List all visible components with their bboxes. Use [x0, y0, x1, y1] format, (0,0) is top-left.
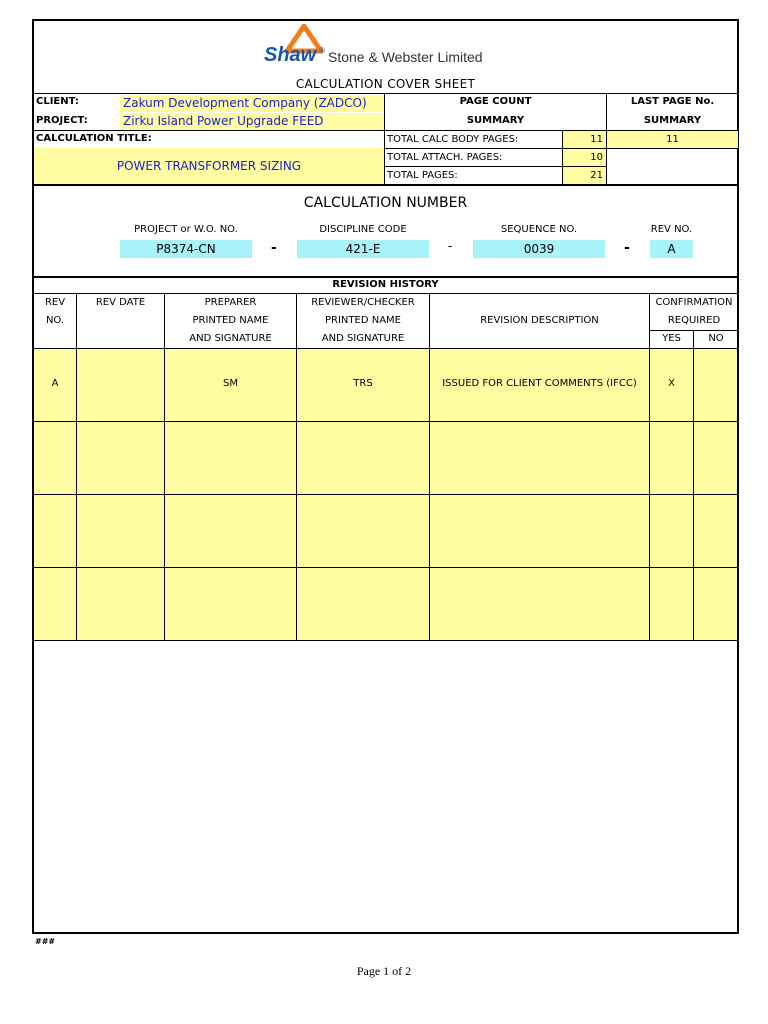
rev-no-label: REV NO. — [650, 224, 693, 235]
attach-pages-label: TOTAL ATTACH. PAGES: — [387, 152, 503, 163]
row1-preparer: SM — [223, 378, 238, 389]
col-header-reviewer-sig: AND SIGNATURE — [321, 333, 405, 344]
attach-pages-value: 10 — [563, 149, 606, 166]
col-header-preparer: PREPARER — [204, 297, 257, 308]
calc-dash-1: - — [271, 240, 277, 256]
page-count-subheader: SUMMARY — [466, 115, 525, 126]
total-pages-value: 21 — [563, 167, 606, 184]
calc-title-label: CALCULATION TITLE: — [36, 133, 152, 144]
total-pages-label: TOTAL PAGES: — [387, 170, 458, 181]
calc-title-value: POWER TRANSFORMER SIZING — [116, 159, 302, 173]
discipline-code-value: 421-E — [297, 240, 429, 258]
col-header-reviewer: REVIEWER/CHECKER — [311, 297, 415, 308]
col-header-rev-no: NO. — [45, 315, 65, 326]
page-count-header: PAGE COUNT — [459, 96, 532, 107]
client-value: Zakum Development Company (ZADCO) — [120, 95, 384, 112]
logo-company: Stone & Webster Limited — [328, 49, 483, 65]
sequence-no-label: SEQUENCE NO. — [500, 224, 578, 235]
calc-dash-3: - — [624, 240, 630, 256]
col-header-yes: YES — [662, 333, 681, 344]
row1-yes: X — [668, 378, 675, 389]
last-page-subheader: SUMMARY — [643, 115, 702, 126]
calc-number-heading: CALCULATION NUMBER — [303, 195, 468, 211]
project-no-value: P8374-CN — [120, 240, 252, 258]
calc-body-pages-label: TOTAL CALC BODY PAGES: — [387, 134, 519, 145]
row1-rev: A — [51, 378, 59, 389]
project-value: Zirku Island Power Upgrade FEED — [120, 113, 384, 130]
col-header-required: REQUIRED — [667, 315, 721, 326]
col-header-confirmation: CONFIRMATION — [655, 297, 733, 308]
company-logo — [262, 24, 502, 68]
col-header-rev: REV — [44, 297, 66, 308]
footer-mark: ### — [35, 937, 56, 946]
sequence-no-value: 0039 — [473, 240, 605, 258]
last-page-header: LAST PAGE No. — [630, 96, 715, 107]
col-header-no: NO — [708, 333, 724, 344]
col-header-preparer-name: PRINTED NAME — [192, 315, 269, 326]
rev-no-value: A — [650, 240, 693, 258]
project-no-label: PROJECT or W.O. NO. — [134, 224, 238, 235]
client-label: CLIENT: — [36, 96, 79, 107]
revision-history-heading: REVISION HISTORY — [332, 279, 439, 290]
col-header-description: REVISION DESCRIPTION — [480, 315, 599, 326]
page-title: CALCULATION COVER SHEET — [295, 77, 476, 91]
row1-reviewer: TRS — [353, 378, 373, 389]
page-number: Page 1 of 2 — [356, 964, 412, 978]
logo-registered: ® — [319, 46, 325, 55]
discipline-code-label: DISCIPLINE CODE — [319, 224, 407, 235]
col-header-reviewer-name: PRINTED NAME — [325, 315, 401, 326]
calc-body-pages-value: 11 — [563, 131, 606, 148]
col-header-rev-date: REV DATE — [95, 297, 146, 308]
logo-brand: Shaw — [264, 44, 317, 66]
row1-description: ISSUED FOR CLIENT COMMENTS (IFCC) — [442, 378, 637, 389]
project-label: PROJECT: — [36, 115, 88, 126]
calc-dash-2: - — [448, 239, 453, 253]
col-header-preparer-sig: AND SIGNATURE — [189, 333, 272, 344]
last-page-value: 11 — [607, 131, 738, 148]
